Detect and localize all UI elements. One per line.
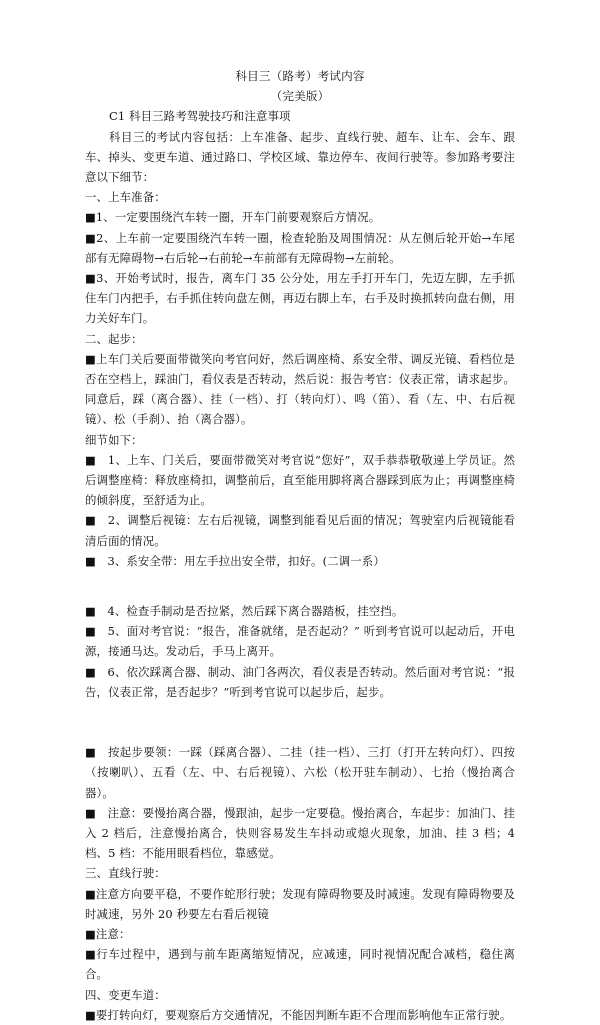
intro-heading: C1 科目三路考驾驶技巧和注意事项 xyxy=(109,109,291,124)
section2-essentials-2: ■ 注意：要慢抬离合器，慢跟油，起步一定要稳。慢抬离合，车起步：加油门、挂入 2 档后，注意慢抬离合，快则容易发生车抖动或熄火现象，加油、挂 3 档；4 档、5 档：不能用眼看档位，靠感觉。 xyxy=(85,805,515,861)
blank-gap xyxy=(85,571,515,601)
section1-item-3: ■3、开始考试时，报告，离车门 35 公分处，用左手打开车门，先迈左脚，左手抓住车门内把手，右手抓住转向盘左侧，再迈右脚上车，右手及时换抓转向盘右侧，用力关好车门。 xyxy=(85,271,515,326)
section2-heading: 二、起步： xyxy=(85,331,143,346)
section2-detail-1: ■ 1、上车、门关后，要面带微笑对考官说“您好”，双手恭恭敬敬递上学员证。然后调整座椅：释放座椅扣，调整前后，直至能用脚将离合器踩到底为止；再调整座椅的倾斜度，至舒适为止。 xyxy=(85,452,515,508)
section2-detail-5: ■ 5、面对考官说：“报告，准备就绪，是否起动？” 听到考官说可以起动后，开电源，接通马达。发动后，手马上离开。 xyxy=(85,624,515,659)
section3-item-3: ■行车过程中，遇到与前车距离缩短情况，应减速，同时视情况配合减档，稳住离合。 xyxy=(85,947,515,982)
document-subtitle: （完美版） xyxy=(270,89,330,104)
blank-gap xyxy=(85,702,515,742)
section2-detail-4: ■ 4、检查手制动是否拉紧，然后踩下离合器踏板，挂空挡。 xyxy=(85,604,404,619)
section1-item-2: ■2、上车前一定要围绕汽车转一圈，检查轮胎及周围情况：从左侧后轮开始→车尾部有无障碍物→右后轮→右前轮→车前部有无障碍物→左前轮。 xyxy=(85,230,515,265)
section2-detail-6: ■ 6、依次踩离合器、制动、油门各两次，看仪表是否转动。然后面对考官说：“报告，仪表正常，是否起步？”听到考官说可以起步后，起步。 xyxy=(85,664,515,699)
section2-essentials-1: ■ 按起步要领：一踩（踩离合器）、二挂（挂一档）、三打（打开左转向灯）、四按（按喇叭）、五看（左、中、右后视镜）、六松（松开驻车制动）、七抬（慢抬离合器）。 xyxy=(85,745,515,800)
section2-main: ■上车门关后要面带微笑向考官问好，然后调座椅、系安全带、调反光镜、看档位是否在空档上，踩油门，看仪表是否转动，然后说：报告考官：仪表正常，请求起步。同意后，踩（离合器）、挂（一档）、打（转向灯）、鸣（笛）、看（左、中、右后视镜）、松（手刹）、抬（离合器）。 xyxy=(85,351,515,427)
section3-item-2: ■注意： xyxy=(85,926,131,941)
section3-heading: 三、直线行驶： xyxy=(85,866,166,881)
section2-detail-3: ■ 3、系安全带：用左手拉出安全带，扣好。(二调一系） xyxy=(85,553,385,568)
section2-detail-heading: 细节如下： xyxy=(85,432,143,447)
section2-detail-2: ■ 2、调整后视镜：左右后视镜，调整到能看见后面的情况；驾驶室内后视镜能看清后面的情况。 xyxy=(85,513,515,548)
document-title: 科目三（路考）考试内容 xyxy=(235,69,365,83)
section4-heading: 四、变更车道： xyxy=(85,987,166,1002)
section1-heading: 一、上车准备： xyxy=(85,190,166,205)
section1-item-1: ■1、一定要围绕汽车转一圈，开车门前要观察后方情况。 xyxy=(85,210,381,225)
section3-item-1: ■注意方向要平稳，不要作蛇形行驶；发现有障碍物要及时减速。发现有障碍物要及时减速，另外 20 秒要左右看后视镜 xyxy=(85,886,515,921)
section4-item-1: ■要打转向灯，要观察后方交通情况，不能因判断车距不合理而影响他车正常行驶。 xyxy=(85,1007,512,1022)
intro-paragraph: 科目三的考试内容包括：上车准备、起步、直线行驶、超车、让车、会车、跟车、掉头、变更车道、通过路口、学校区域、靠边停车、夜间行驶等。参加路考要注意以下细节： xyxy=(85,129,515,185)
